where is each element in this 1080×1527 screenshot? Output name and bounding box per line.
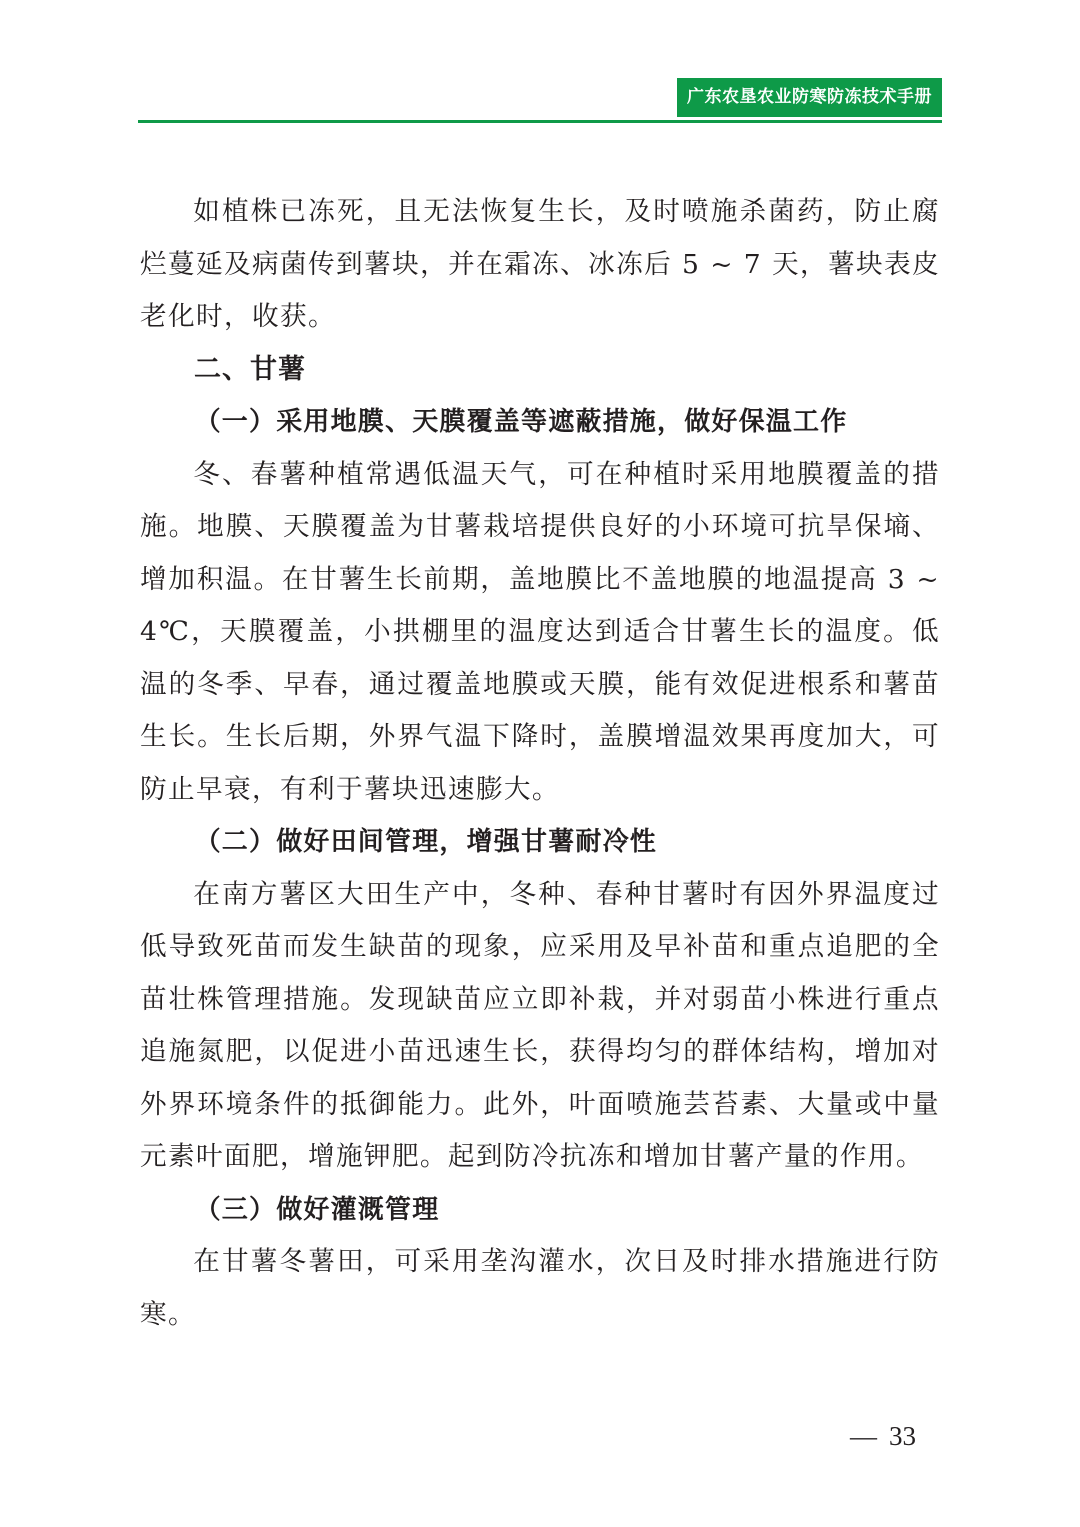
paragraph-film-covering: 冬、春薯种植常遇低温天气，可在种植时采用地膜覆盖的措施。地膜、天膜覆盖为甘薯栽培提供良好的小环境可抗旱保墒、增加积温。在甘薯生长前期，盖地膜比不盖地膜的地温提高 3 ~ 4℃，天膜覆盖，小拱棚里的温度达到适合甘薯生长的温度。低温的冬季、早春，通过覆盖地膜或天膜，能有效促进根系和薯苗生长。生长后期，外界气温下降时，盖膜增温效果再度加大，可防止早衰，有利于薯块迅速膨大。	[140, 458, 940, 805]
paragraph-irrigation: 在甘薯冬薯田，可采用垄沟灌水，次日及时排水措施进行防寒。	[140, 1246, 940, 1330]
subheading-irrigation: （三）做好灌溉管理	[194, 1194, 440, 1225]
header-rule	[138, 120, 942, 123]
page-body	[140, 186, 940, 1341]
page-number-dash: —	[850, 1421, 877, 1451]
page-number	[850, 1418, 916, 1454]
paragraph-field-management: 在南方薯区大田生产中，冬种、春种甘薯时有因外界温度过低导致死苗而发生缺苗的现象，应采用及早补苗和重点追肥的全苗壮株管理措施。发现缺苗应立即补栽，并对弱苗小株进行重点追施氮肥，以促进小苗迅速生长，获得均匀的群体结构，增加对外界环境条件的抵御能力。此外，叶面喷施芸苔素、大量或中量元素叶面肥，增施钾肥。起到防冷抗冻和增加甘薯产量的作用。	[140, 878, 940, 1172]
page-number-value: 33	[889, 1421, 916, 1451]
subheading-field-management: （二）做好田间管理，增强甘薯耐冷性	[194, 827, 657, 857]
subheading-film-covering: （一）采用地膜、天膜覆盖等遮蔽措施，做好保温工作	[194, 407, 848, 437]
header-title: 广东农垦农业防寒防冻技术手册	[677, 78, 942, 117]
paragraph-frost-harvest: 如植株已冻死，且无法恢复生长，及时喷施杀菌药，防止腐烂蔓延及病菌传到薯块，并在霜冻、冰冻后 5 ~ 7 天，薯块表皮老化时，收获。	[140, 196, 940, 332]
section-heading-sweet-potato: 二、甘薯	[194, 353, 306, 385]
